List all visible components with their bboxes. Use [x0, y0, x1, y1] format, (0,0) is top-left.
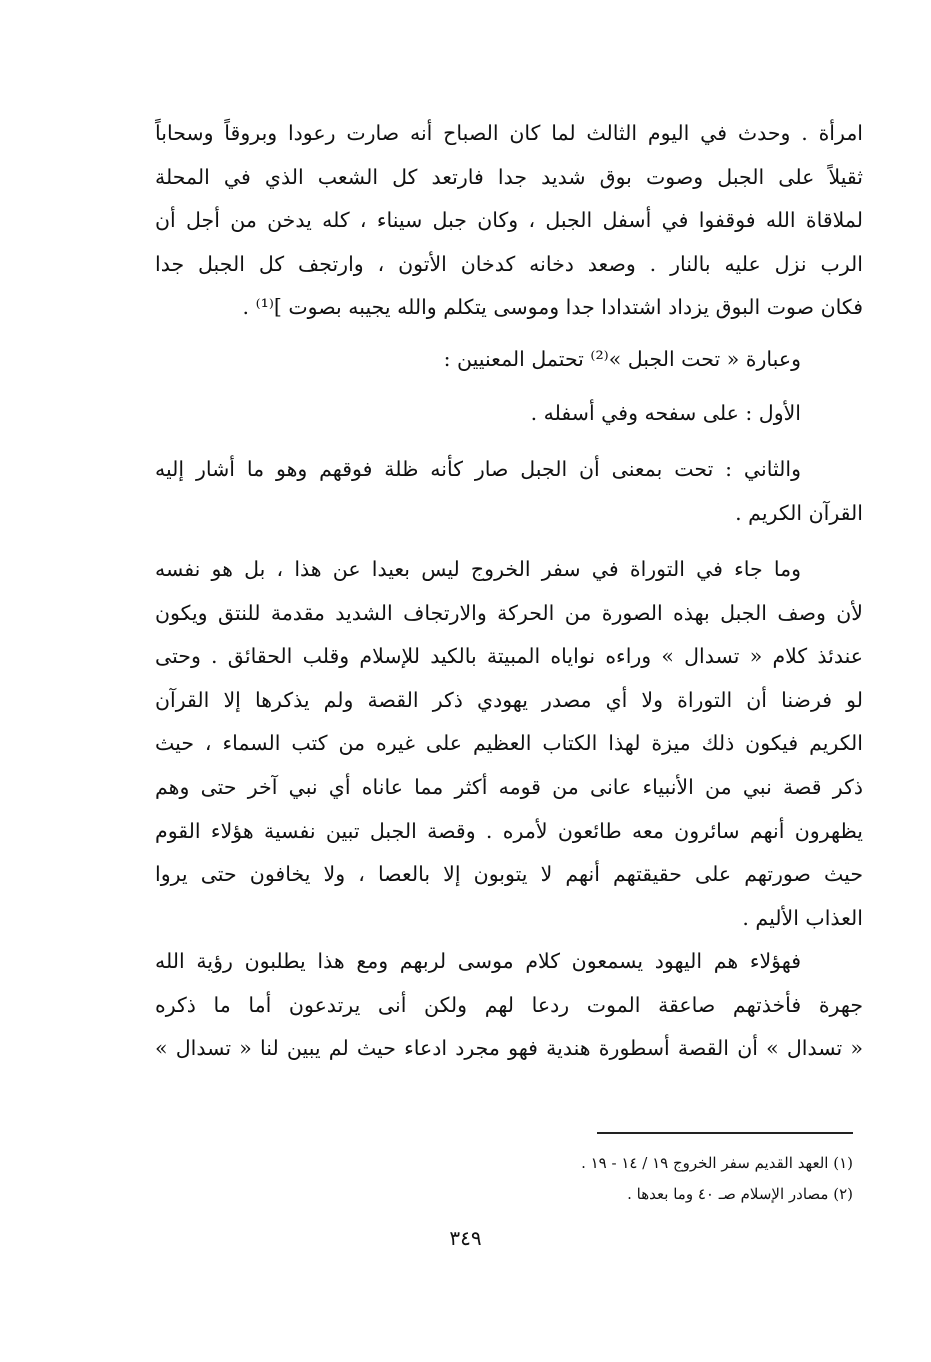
text-line: وما جاء في التوراة في سفر الخروج ليس بعيدا عن هذا ، بل هو نفسه — [155, 557, 801, 581]
text-line: عندئذ كلام « تسدال » وراءه نواياه المبيتة بالكيد للإسلام وقلب الحقائق . وحتى — [155, 644, 863, 669]
text-line: فكان صوت البوق يزداد اشتدادا جدا وموسى يتكلم والله يجيبه بصوت ]⁽¹⁾ . — [242, 295, 863, 320]
text-line: الكريم فيكون ذلك ميزة لهذا الكتاب العظيم على غيره من كتب السماء ، حيث — [155, 731, 863, 756]
text-line: الأول : على سفحه وفي أسفله . — [530, 401, 801, 425]
text-line: لملاقاة الله فوقفوا في أسفل الجبل ، وكان جبل سيناء ، كله يدخن من أجل أن — [155, 208, 863, 233]
text-line: جهرة فأخذتهم صاعقة الموت ردعا لهم ولكن أنى يرتدعون أما ما ذكره — [155, 992, 863, 1017]
paragraph-two-meanings — [155, 338, 863, 382]
paragraph-exodus-quote — [155, 112, 863, 330]
paragraph-jews-conclusion — [155, 940, 863, 1071]
text-line: ذكر قصة نبي من الأنبياء عانى من قومه أكثر مما عاناه أي نبي آخر حتى وهم — [155, 774, 863, 799]
text-line: والثاني : تحت بمعنى أن الجبل صار كأنه ظلة فوقهم وهو ما أشار إليه — [155, 457, 801, 481]
text-line: فهؤلاء هم اليهود يسمعون كلام موسى لربهم ومع هذا يطلبون رؤية الله — [155, 949, 801, 973]
footnote-divider — [597, 1132, 853, 1134]
text-line: العذاب الأليم . — [742, 905, 863, 930]
text-line: ثقيلاً على الجبل وصوت بوق شديد جدا فارتعد كل الشعب الذي في المحلة — [155, 164, 863, 189]
text-line: لأن وصف الجبل بهذه الصورة من الحركة والارتجاف الشديد مقدمة للنتق ويكون — [155, 600, 863, 625]
text-line: وعبارة « تحت الجبل »⁽²⁾ تحتمل المعنيين : — [443, 347, 801, 371]
text-line: حيث صورتهم على حقيقتهم أنهم لا يتوبون إلا بالعصا ، ولا يخافون حتى يروا — [155, 862, 863, 887]
paragraph-torah-comparison — [155, 548, 863, 940]
text-line: القرآن الكريم . — [735, 500, 863, 525]
text-line: « تسدال » أن القصة أسطورة هندية فهو مجرد ادعاء حيث لم يبين لنا « تسدال » — [155, 1036, 863, 1061]
footnote-2: (٢) مصادر الإسلام صـ ٤٠ وما بعدها . — [627, 1185, 853, 1203]
text-line: الرب نزل عليه بالنار . وصعد دخانه كدخان الأتون ، وارتجف كل الجبل جدا — [155, 251, 863, 276]
text-line: امرأة . وحدث في اليوم الثالث لما كان الصباح أنه صارت رعودا وبروقاً وسحاباً — [155, 121, 863, 145]
paragraph-first-meaning — [155, 392, 863, 436]
footnote-1: (١) العهد القديم سفر الخروج ١٩ / ١٤ - ١٩ . — [581, 1154, 853, 1172]
text-line: لو فرضنا أن التوراة ولا أي مصدر يهودي ذكر القصة ولم يذكرها إلا القرآن — [155, 687, 863, 712]
footnotes — [353, 1148, 853, 1210]
page-number: ٣٤٩ — [449, 1226, 482, 1250]
paragraph-second-meaning — [155, 448, 863, 535]
text-line: يظهرون أنهم سائرون معه طائعون لأمره . وقصة الجبل تبين نفسية هؤلاء القوم — [155, 818, 863, 843]
